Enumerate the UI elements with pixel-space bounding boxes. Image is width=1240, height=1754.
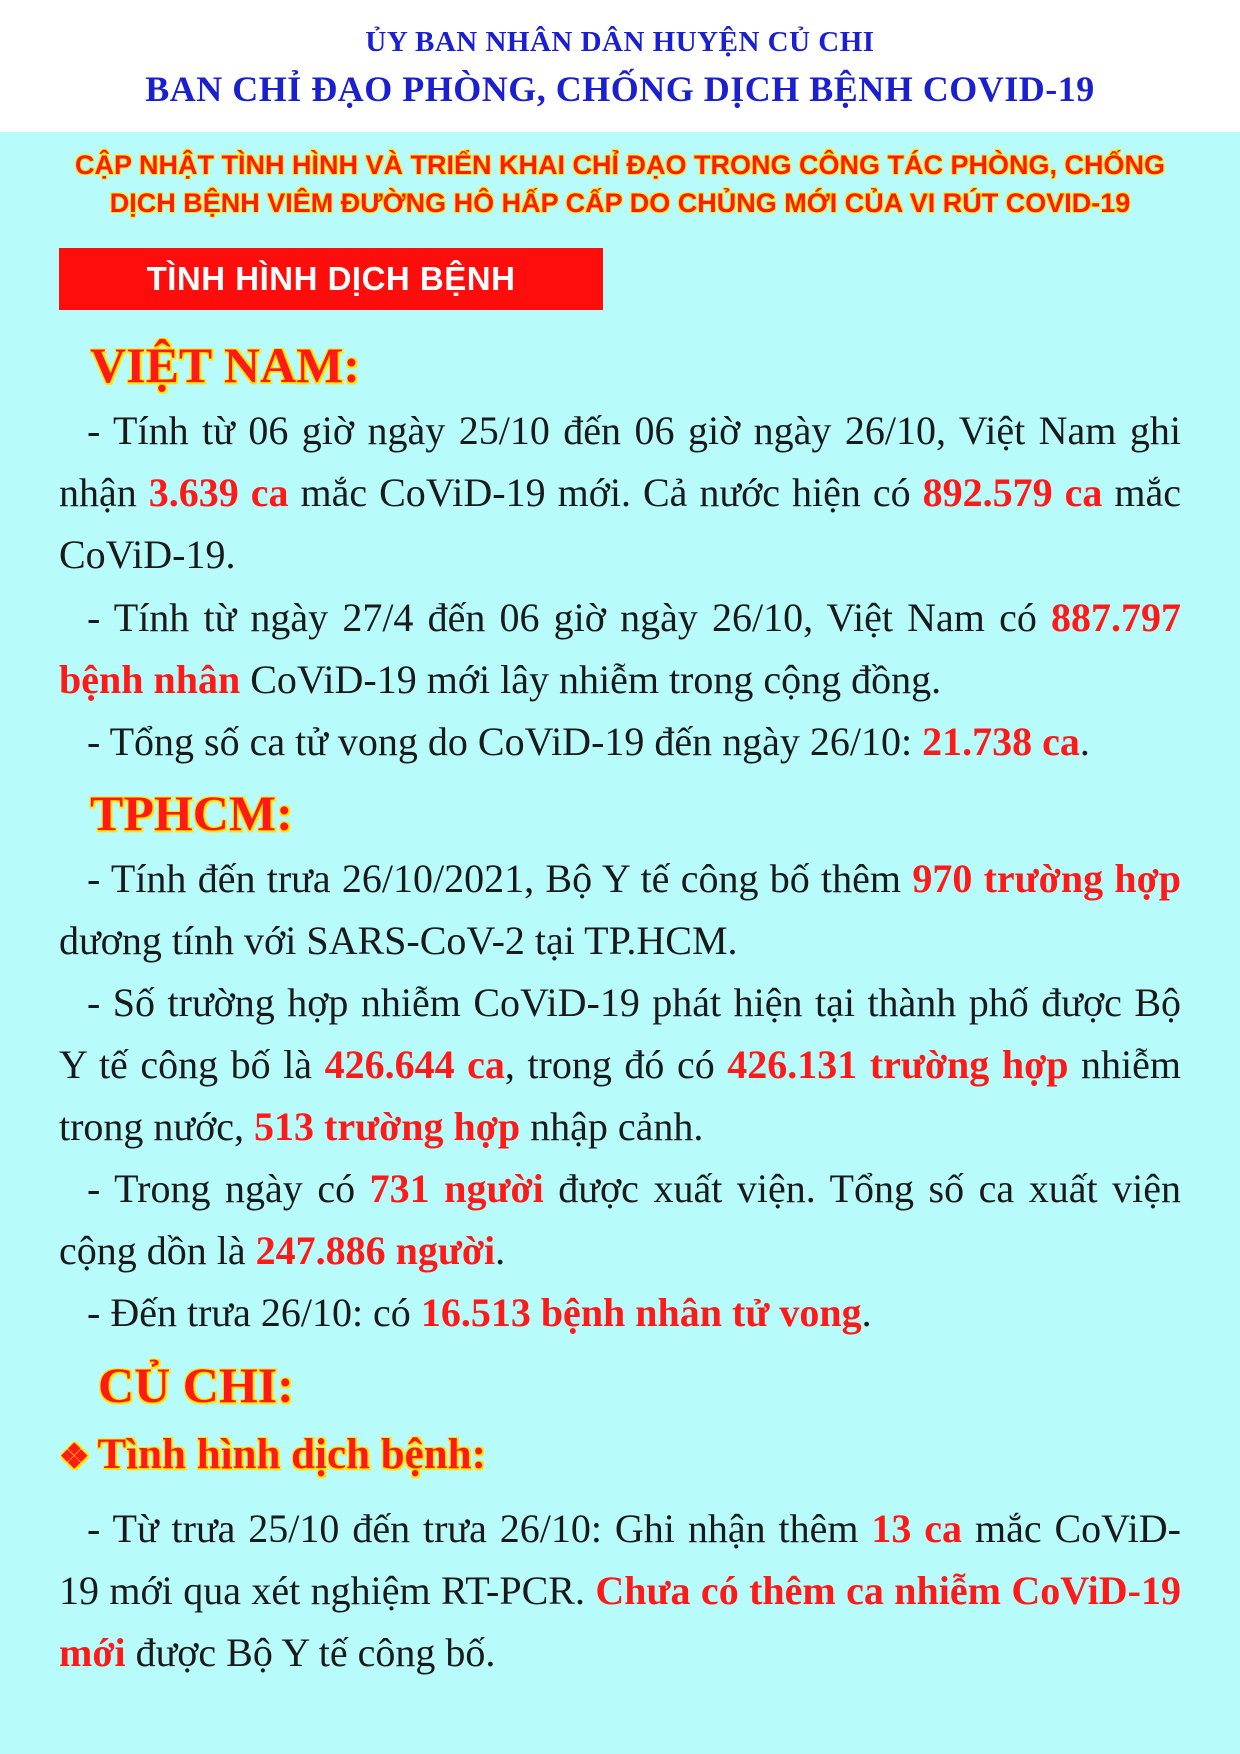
highlight-city-deaths: 16.513 bệnh nhân tử vong: [420, 1290, 862, 1335]
vietnam-paragraph-3: [59, 711, 1181, 773]
highlight-discharged-today: 731 người: [369, 1166, 544, 1211]
highlight-domestic-cases: 426.131 trường hợp: [727, 1042, 1069, 1087]
text: mắc CoViD-19.: [59, 470, 1181, 577]
header-committee: ỦY BAN NHÂN DÂN HUYỆN CỦ CHI: [365, 26, 875, 58]
section-banner: TÌNH HÌNH DỊCH BỆNH: [59, 248, 603, 310]
cuchi-subheading: [59, 1430, 486, 1479]
text: nhập cảnh.: [520, 1104, 704, 1149]
tphcm-paragraph-4: [59, 1282, 1181, 1344]
text: - Trong ngày có: [87, 1166, 370, 1211]
tphcm-paragraph-3: [59, 1158, 1181, 1282]
highlight-no-new-cases: Chưa có thêm ca nhiễm CoViD-19 mới: [59, 1568, 1181, 1675]
text: .: [495, 1228, 506, 1273]
heading-tphcm: TPHCM:: [90, 785, 293, 841]
text: - Từ trưa 25/10 đến trưa 26/10: Ghi nhận thêm: [87, 1506, 872, 1551]
text: mắc CoViD-19 mới. Cả nước hiện có: [288, 470, 923, 515]
text: CoViD-19 mới lây nhiễm trong cộng đồng.: [240, 657, 942, 702]
highlight-community-cases: 887.797 bệnh nhân: [59, 595, 1181, 702]
text: - Tính từ ngày 27/4 đến 06 giờ ngày 26/10, Việt Nam có: [87, 595, 1051, 640]
text: .: [1079, 719, 1090, 764]
text: được xuất viện. Tổng số ca xuất viện cộng dồn là: [59, 1166, 1182, 1273]
tphcm-paragraph-2: [59, 972, 1181, 1158]
highlight-discharged-total: 247.886 người: [255, 1228, 496, 1273]
vietnam-paragraph-2: [59, 587, 1181, 711]
text: dương tính với SARS-CoV-2 tại TP.HCM.: [59, 918, 738, 963]
document-subtitle: [0, 146, 1240, 222]
page-header: [0, 0, 1240, 132]
highlight-new-cases: 3.639 ca: [148, 470, 289, 515]
heading-cuchi: CỦ CHI:: [98, 1357, 294, 1413]
text: - Tính đến trưa 26/10/2021, Bộ Y tế công bố thêm: [87, 856, 913, 901]
highlight-new-positive: 970 trường hợp: [912, 856, 1181, 901]
text: - Tổng số ca tử vong do CoViD-19 đến ngày 26/10:: [87, 719, 923, 764]
text: .: [861, 1290, 872, 1335]
header-steering-board: BAN CHỈ ĐẠO PHÒNG, CHỐNG DỊCH BỆNH COVID-19: [145, 69, 1095, 109]
highlight-deaths: 21.738 ca: [922, 719, 1080, 764]
text: - Tính từ 06 giờ ngày 25/10 đến 06 giờ ngày 26/10, Việt Nam ghi nhận: [59, 408, 1181, 515]
text: mắc CoViD-19 mới qua xét nghiệm RT-PCR.: [59, 1506, 1181, 1613]
tphcm-paragraph-1: [59, 848, 1181, 972]
subtitle-line-1: CẬP NHẬT TÌNH HÌNH VÀ TRIỂN KHAI CHỈ ĐẠO TRONG CÔNG TÁC PHÒNG, CHỐNG: [74, 150, 1165, 180]
diamond-bullet-icon: ❖: [59, 1439, 90, 1476]
subheading-label: Tình hình dịch bệnh:: [97, 1431, 486, 1478]
text: nhiễm trong nước,: [59, 1042, 1181, 1149]
highlight-local-cases: 13 ca: [871, 1506, 963, 1551]
highlight-imported-cases: 513 trường hợp: [254, 1104, 521, 1149]
subtitle-line-2: DỊCH BỆNH VIÊM ĐƯỜNG HÔ HẤP CẤP DO CHỦNG MỚI CỦA VI RÚT COVID-19: [109, 188, 1131, 218]
highlight-city-cases: 426.644 ca: [324, 1042, 505, 1087]
text: , trong đó có: [504, 1042, 728, 1087]
cuchi-paragraph-1: [59, 1498, 1181, 1684]
highlight-total-cases: 892.579 ca: [922, 470, 1103, 515]
heading-vietnam: VIỆT NAM:: [90, 337, 360, 393]
text: - Số trường hợp nhiễm CoViD-19 phát hiện tại thành phố được Bộ Y tế công bố là: [59, 980, 1181, 1087]
text: được Bộ Y tế công bố.: [125, 1630, 496, 1675]
text: - Đến trưa 26/10: có: [87, 1290, 421, 1335]
vietnam-paragraph-1: [59, 400, 1181, 586]
